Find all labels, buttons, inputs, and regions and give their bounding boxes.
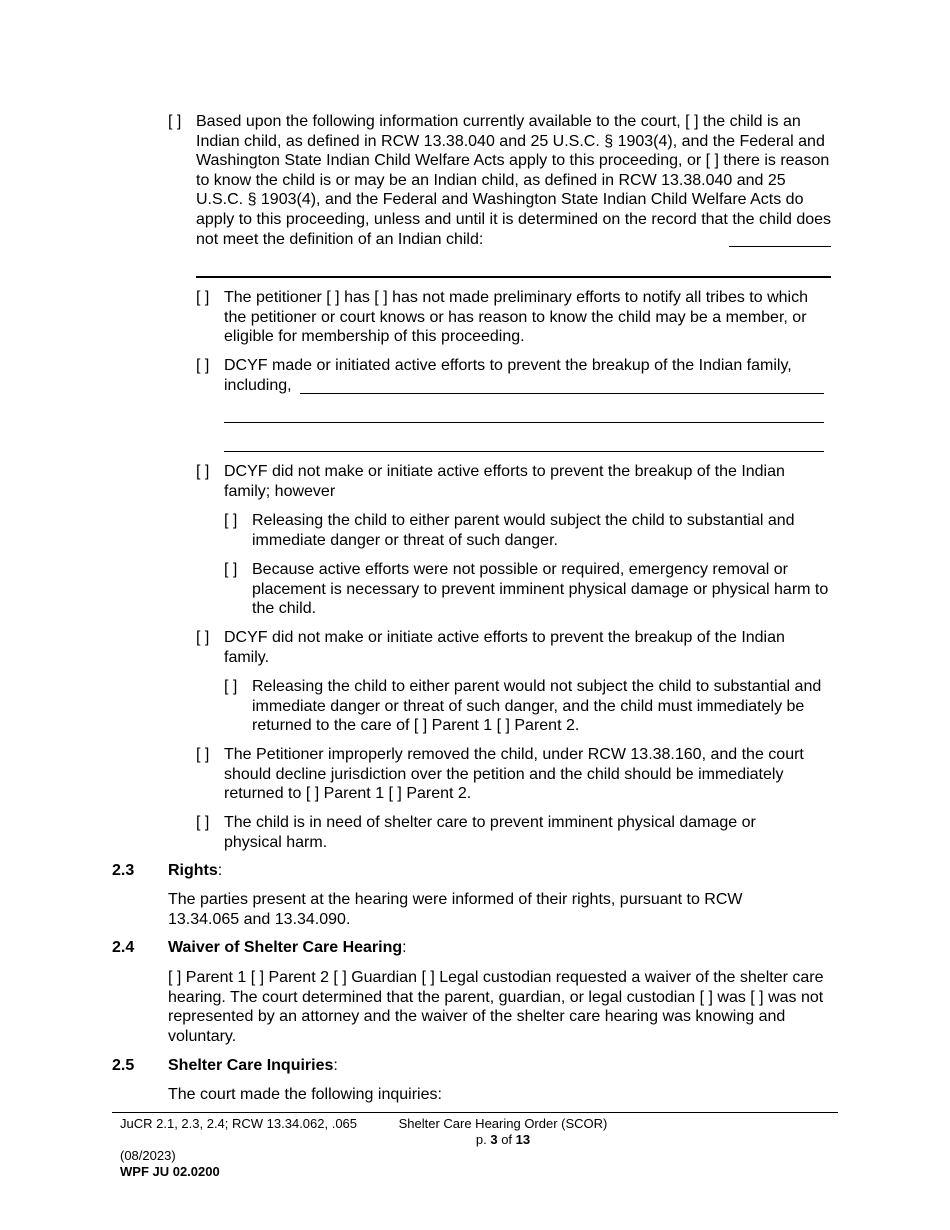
- improper-removal-text: The Petitioner improperly removed the child, under RCW 13.38.160, and the court should decline jurisdiction over the petition and the child should be immediately returned to [ ] Parent 1 [ ] Parent 2.: [224, 746, 804, 803]
- petitioner-notice-checkbox[interactable]: [ ]: [196, 289, 210, 306]
- active-efforts-not-made-text: DCYF did not make or initiate active efforts to prevent the breakup of the Indian family.: [224, 629, 785, 666]
- active-efforts-not-made-however-checkbox[interactable]: [ ]: [196, 463, 210, 480]
- active-efforts-made-checkbox[interactable]: [ ]: [196, 357, 210, 374]
- shelter-need-text: The child is in need of shelter care to prevent imminent physical damage or physical harm.: [224, 814, 756, 851]
- active-efforts-not-made-however-text: DCYF did not make or initiate active efforts to prevent the breakup of the Indian family; however: [224, 463, 785, 500]
- section-2-5-colon: :: [333, 1057, 338, 1074]
- active-efforts-blank-1[interactable]: [300, 393, 824, 394]
- section-2-5-body: The court made the following inquiries:: [168, 1086, 442, 1103]
- section-2-4-title: Waiver of Shelter Care Hearing: [168, 939, 403, 956]
- sub-danger-text: Releasing the child to either parent would subject the child to substantial and immediate danger or threat of such danger.: [252, 512, 795, 549]
- improper-removal-checkbox[interactable]: [ ]: [196, 746, 210, 763]
- indian-child-info-blank-1[interactable]: [729, 246, 831, 247]
- active-efforts-blank-2[interactable]: [224, 422, 824, 423]
- footer-form-id: [120, 1164, 220, 1180]
- sub-no-danger-checkbox[interactable]: [ ]: [224, 678, 238, 695]
- sub-danger-checkbox[interactable]: [ ]: [224, 512, 238, 529]
- sub-no-danger-text: Releasing the child to either parent would not subject the child to substantial and immediate danger or threat of such danger, and the child must immediately be returned to the care of [ ] Parent 1 [ ] Parent 2.: [252, 678, 822, 735]
- active-efforts-not-made-checkbox[interactable]: [ ]: [196, 629, 210, 646]
- section-2-4-colon: :: [402, 939, 407, 956]
- footer-rule-refs: JuCR 2.1, 2.3, 2.4; RCW 13.34.062, .065: [120, 1116, 358, 1131]
- sub-emergency-checkbox[interactable]: [ ]: [224, 561, 238, 578]
- section-2-5-heading: [168, 1056, 338, 1076]
- indian-child-finding-text: Based upon the following information currently available to the court, [ ] the child is an Indian child, as defined in RCW 13.38.040 and 25 U.S.C. § 1903(4), and the Federal and Washington State Indian Child Welfare Acts apply to this proceeding, or [ ] there is reason to know the child is or may be an Indian child, as defined in RCW 13.38.040 and 25 U.S.C. § 1903(4), and the Federal and Washington State Indian Child Welfare Acts do apply to this proceeding, unless and until it is determined on the record that the child does not meet the definition of an Indian child:: [196, 113, 832, 248]
- active-efforts-made-text: DCYF made or initiated active efforts to prevent the breakup of the Indian family, including,: [224, 357, 792, 394]
- section-2-3-number: 2.3: [112, 862, 135, 879]
- section-2-3-heading: [168, 861, 222, 881]
- footer-form-id-text: WPF JU 02.0200: [120, 1164, 220, 1179]
- footer-page-prefix: p.: [475, 1132, 491, 1147]
- footer-form-title: Shelter Care Hearing Order (SCOR): [398, 1116, 608, 1131]
- footer-revision: (08/2023): [120, 1148, 176, 1163]
- sub-emergency-text: Because active efforts were not possible or required, emergency removal or placement is necessary to prevent imminent physical damage or physical harm to the child.: [252, 561, 829, 618]
- indian-child-info-blank-2[interactable]: [196, 276, 831, 278]
- section-2-5-title: Shelter Care Inquiries: [168, 1057, 334, 1074]
- section-2-4-number: 2.4: [112, 939, 135, 956]
- section-2-4-heading: [168, 938, 407, 958]
- section-2-4-body: [ ] Parent 1 [ ] Parent 2 [ ] Guardian [ ] Legal custodian requested a waiver of the shelter care hearing. The court determined that the parent, guardian, or legal custodian [ ] was [ ] was not represented by an attorney and the waiver of the shelter care hearing was knowing and voluntary.: [168, 969, 824, 1045]
- shelter-need-checkbox[interactable]: [ ]: [196, 814, 210, 831]
- section-2-3-title: Rights: [168, 862, 218, 879]
- footer-page-total: 13: [515, 1132, 531, 1147]
- footer-page-of: of: [497, 1132, 516, 1147]
- footer-page-current: 3: [490, 1132, 498, 1147]
- footer-page-number: [370, 1132, 636, 1148]
- active-efforts-blank-3[interactable]: [224, 451, 824, 452]
- petitioner-notice-text: The petitioner [ ] has [ ] has not made preliminary efforts to notify all tribes to which the petitioner or court knows or has reason to know the child may be a member, or eligible for membership of this proceeding.: [224, 289, 808, 346]
- indian-child-checkbox[interactable]: [ ]: [168, 113, 182, 130]
- footer-rule: [112, 1112, 838, 1113]
- section-2-3-body: The parties present at the hearing were informed of their rights, pursuant to RCW 13.34.065 and 13.34.090.: [168, 891, 743, 928]
- section-2-3-colon: :: [217, 862, 223, 879]
- section-2-5-number: 2.5: [112, 1057, 135, 1074]
